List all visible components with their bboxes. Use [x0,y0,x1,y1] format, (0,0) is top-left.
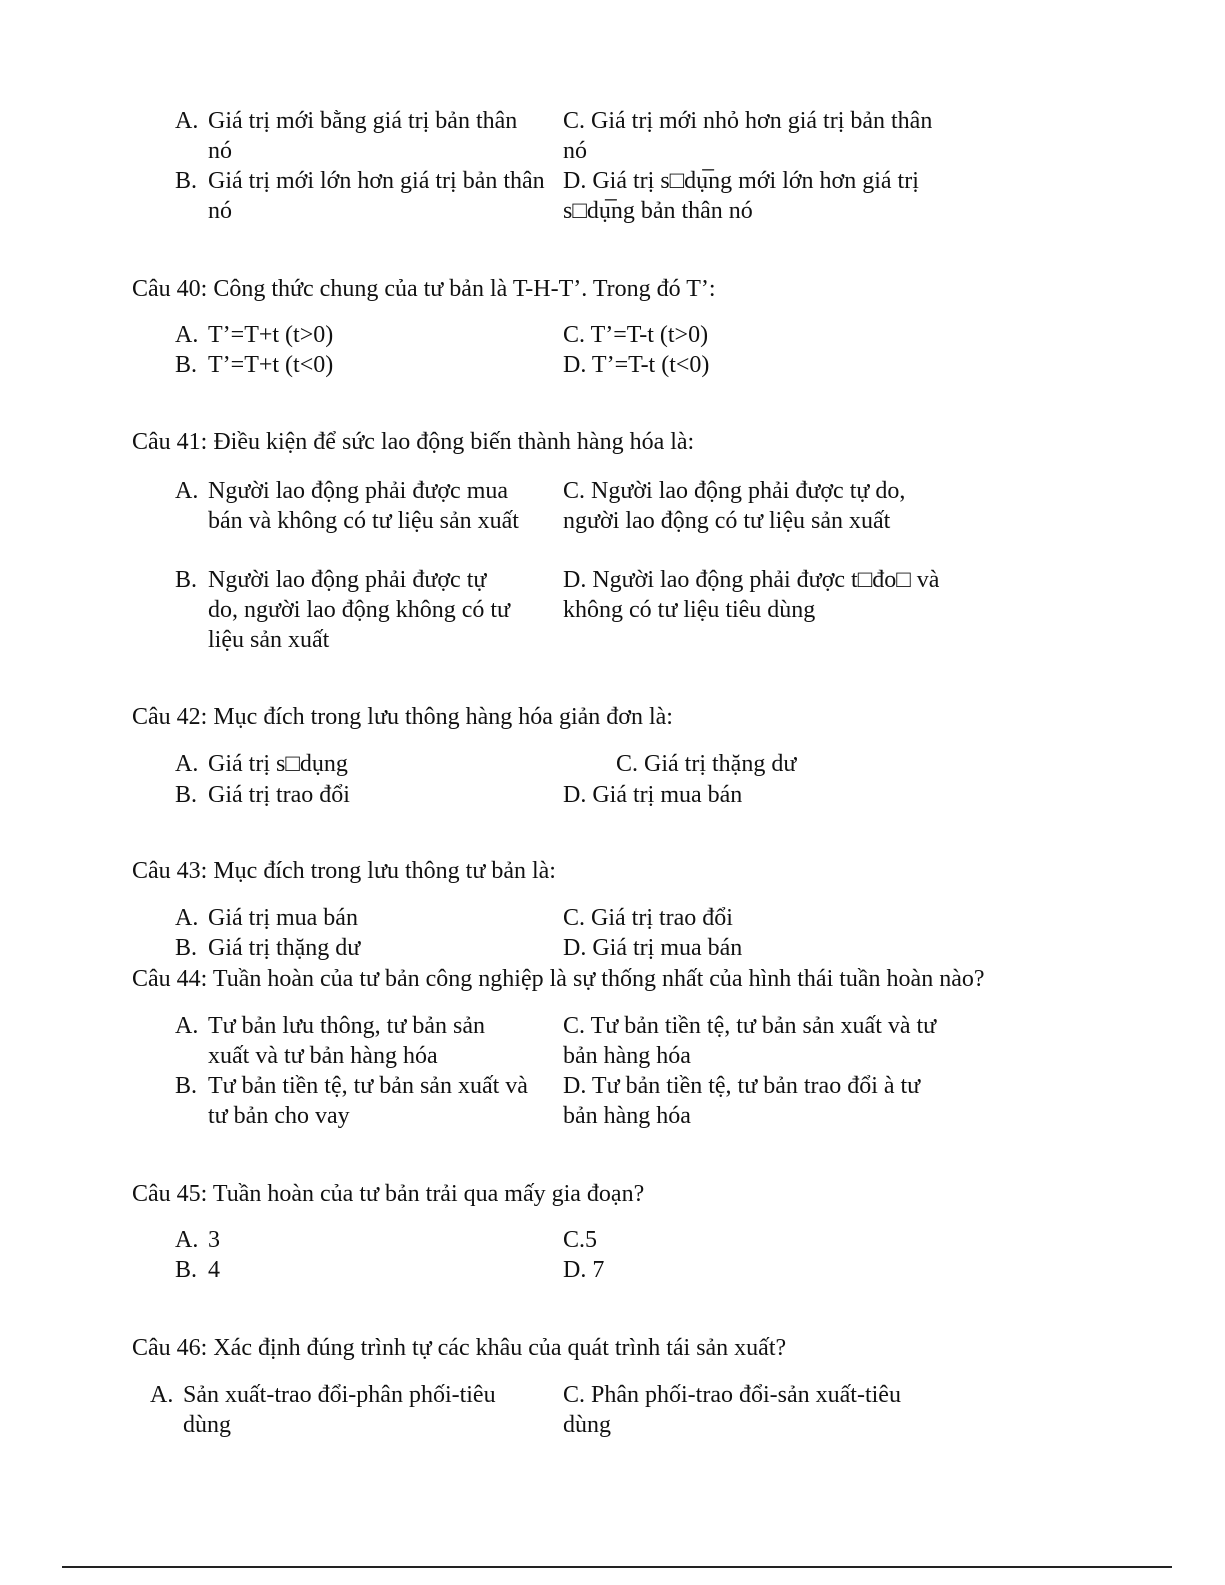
option-letter: B. [175,567,198,593]
q41-option-a [175,476,520,536]
option-text: 3 [208,1227,220,1253]
question-44: Câu 44: Tuần hoàn của tư bản công nghiệp là sự thống nhất của hình thái tuần hoàn nào? [132,966,985,992]
question-43: Câu 43: Mục đích trong lưu thông tư bản là: [132,858,556,884]
option-letter: C. [563,1013,586,1039]
option-text: Người lao động phải được mua bán và không có tư liệu sản xuất [208,478,519,534]
q39-option-b [175,166,545,226]
option-text: Phân phối-trao đổi-sản xuất-tiêu dùng [563,1382,901,1438]
option-letter: D. [563,782,587,808]
option-text: Người lao động phải được tự do, người lao động có tư liệu sản xuất [563,478,906,534]
option-text: Giá trị mới lớn hơn giá trị bản thân nó [208,168,545,224]
q43-option-b [175,933,545,963]
q40-option-c [563,320,963,350]
option-letter: A. [175,108,199,134]
option-letter: C. [563,108,586,134]
option-letter: C. [563,322,586,348]
option-letter: C. [563,1382,586,1408]
option-text: Sản xuất-trao đổi-phân phối-tiêu dùng [183,1382,496,1438]
question-45: Câu 45: Tuần hoàn của tư bản trải qua mấy gia đoạn? [132,1181,645,1207]
option-text: Tư bản tiền tệ, tư bản sản xuất và tư bản hàng hóa [563,1013,937,1069]
q39-option-a [175,106,545,166]
option-letter: D. [563,567,587,593]
option-letter: D. [563,352,587,378]
q39-option-c [563,106,933,166]
q42-option-a [175,749,545,779]
q44-option-b [175,1071,535,1131]
option-letter: A. [175,751,199,777]
question-41: Câu 41: Điều kiện để sức lao động biến thành hàng hóa là: [132,429,695,455]
option-text: Giá trị trao đổi [591,905,733,931]
q40-option-b [175,350,545,380]
option-letter: D. [563,1257,587,1283]
q46-option-c [563,1380,938,1440]
option-text: Giá trị mua bán [592,935,743,961]
option-text: T’=T+t (t>0) [208,322,334,348]
q42-option-c [616,749,976,779]
option-letter: B. [175,168,198,194]
option-letter: A. [175,478,199,504]
q40-option-a [175,320,545,350]
question-42: Câu 42: Mục đích trong lưu thông hàng hóa giản đơn là: [132,704,673,730]
option-letter: A. [150,1382,174,1408]
option-text: Giá trị thặng dư [644,751,797,777]
option-text: Giá trị thặng dư [208,935,361,961]
question-40: Câu 40: Công thức chung của tư bản là T-H-T’. Trong đó T’: [132,276,716,302]
option-text: Giá trị mới bằng giá trị bản thân nó [208,108,518,164]
q45-option-d [563,1255,963,1285]
option-letter: B. [175,352,198,378]
option-text: Giá trị s□dụ̅ng mới lớn hơn giá trị s□dụ̅ng bản thân nó [563,168,919,224]
q44-option-a [175,1011,525,1071]
option-letter: A. [175,905,199,931]
option-letter: A. [175,1227,199,1253]
q45-option-a [175,1225,545,1255]
option-text: T’=T+t (t<0) [208,352,334,378]
q46-option-a [150,1380,535,1440]
q44-option-c [563,1011,948,1071]
option-text: Người lao động phải được tự do, người lao động không có tư liệu sản xuất [208,567,511,653]
option-text: Giá trị trao đổi [208,782,350,808]
option-text: 7 [592,1257,605,1283]
option-text: T’=T-t (t<0) [591,352,710,378]
option-letter: A. [175,322,199,348]
option-text: Tư bản tiền tệ, tư bản sản xuất và tư bản cho vay [208,1073,528,1129]
page-bottom-rule [62,1566,1172,1568]
q45-option-b [175,1255,545,1285]
option-text: Giá trị mua bán [592,782,743,808]
option-text: Giá trị mua bán [208,905,358,931]
option-text: Tư bản tiền tệ, tư bản trao đổi à tư bản hàng hóa [563,1073,921,1129]
option-text: T’=T-t (t>0) [590,322,709,348]
option-text: 4 [208,1257,220,1283]
option-letter: B. [175,1073,198,1099]
option-letter: B. [175,1257,198,1283]
option-text: Giá trị s□dụng [208,751,348,777]
option-letter: C. [563,905,586,931]
q41-option-b [175,565,520,655]
option-text: Giá trị mới nhỏ hơn giá trị bản thân nó [563,108,933,164]
q44-option-d [563,1071,933,1131]
question-46: Câu 46: Xác định đúng trình tự các khâu của quát trình tái sản xuất? [132,1335,787,1361]
q42-option-d [563,780,963,810]
q41-option-c [563,476,943,536]
option-letter: C. [563,478,586,504]
option-letter: D. [563,935,587,961]
option-letter: B. [175,935,198,961]
q43-option-d [563,933,963,963]
option-letter: D. [563,1073,587,1099]
q42-option-b [175,780,545,810]
q45-option-c [563,1225,963,1255]
option-letter: C. [563,1227,586,1253]
q39-option-d [563,166,943,226]
q40-option-d [563,350,963,380]
option-letter: A. [175,1013,199,1039]
option-text: Tư bản lưu thông, tư bản sản xuất và tư bản hàng hóa [208,1013,485,1069]
option-text: 5 [585,1227,598,1253]
option-text: Người lao động phải được t□đo□ và không có tư liệu tiêu dùng [563,567,940,623]
q43-option-c [563,903,963,933]
q41-option-d [563,565,948,625]
option-letter: B. [175,782,198,808]
q43-option-a [175,903,545,933]
option-letter: D. [563,168,587,194]
option-letter: C. [616,751,639,777]
